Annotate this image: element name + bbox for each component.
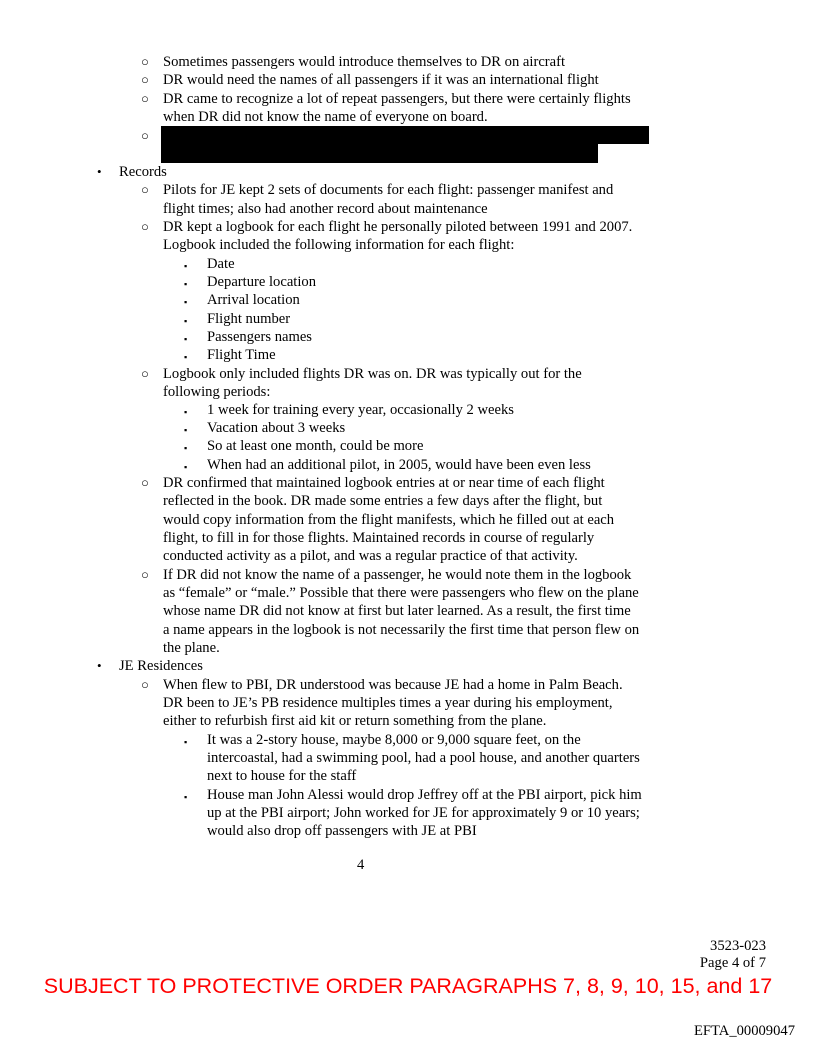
residences-sub-1-line-1: It was a 2-story house, maybe 8,000 or 9,000 square feet, on the <box>207 732 581 748</box>
passenger-item-2: DR would need the names of all passengers if it was an international flight <box>163 72 599 88</box>
redaction-block <box>161 126 649 144</box>
open-circle-icon: ○ <box>141 182 149 197</box>
open-circle-icon: ○ <box>141 366 149 381</box>
logbook-field: Arrival location <box>207 292 300 308</box>
residences-item-1-line-3: either to refurbish first aid kit or return something from the plane. <box>163 713 547 729</box>
period-item: So at least one month, could be more <box>207 438 424 454</box>
passenger-item-3-line-1: DR came to recognize a lot of repeat passengers, but there were certainly flights <box>163 91 631 107</box>
open-circle-icon: ○ <box>141 567 149 582</box>
square-bullet-icon: ▪ <box>184 462 188 472</box>
passenger-item-3-line-2: when DR did not know the name of everyone on board. <box>163 109 488 125</box>
square-bullet-icon: ▪ <box>184 792 188 802</box>
residences-sub-2-line-2: up at the PBI airport; John worked for JE for approximately 9 or 10 years; <box>207 805 640 821</box>
page-of-count: Page 4 of 7 <box>699 955 766 971</box>
records-item-4-line-4: flight, to fill in for those flights. Maintained records in course of regularly <box>163 530 595 546</box>
protective-order-notice: SUBJECT TO PROTECTIVE ORDER PARAGRAPHS 7, 8, 9, 10, 15, and 17 <box>43 974 773 998</box>
square-bullet-icon: ▪ <box>184 279 188 289</box>
residences-sub-2-line-1: House man John Alessi would drop Jeffrey off at the PBI airport, pick him <box>207 787 642 803</box>
records-item-5-line-5: the plane. <box>163 640 220 656</box>
records-item-5-line-4: a name appears in the logbook is not necessarily the first time that person flew on <box>163 622 640 638</box>
residences-heading: JE Residences <box>119 658 203 674</box>
bates-number: EFTA_00009047 <box>694 1023 795 1039</box>
records-item-1-line-1: Pilots for JE kept 2 sets of documents for each flight: passenger manifest and <box>163 182 614 198</box>
square-bullet-icon: ▪ <box>184 297 188 307</box>
passenger-item-1: Sometimes passengers would introduce themselves to DR on aircraft <box>163 54 566 70</box>
residences-sub-2-line-3: would also drop off passengers with JE at PBI <box>207 823 477 839</box>
records-item-1-line-2: flight times; also had another record about maintenance <box>163 201 488 217</box>
records-item-5-line-1: If DR did not know the name of a passenger, he would note them in the logbook <box>163 567 632 583</box>
logbook-field: Flight number <box>207 311 291 327</box>
open-circle-icon: ○ <box>141 475 149 490</box>
records-item-5-line-3: whose name DR did not know at first but later learned. As a result, the first time <box>163 603 631 619</box>
open-circle-icon: ○ <box>141 677 149 692</box>
logbook-field: Passengers names <box>207 329 312 345</box>
records-item-4-line-2: reflected in the book. DR made some entries a few days after the flight, but <box>163 493 603 509</box>
residences-sub-1-line-2: intercoastal, had a swimming pool, had a pool house, and another quarters <box>207 750 640 766</box>
period-item: When had an additional pilot, in 2005, would have been even less <box>207 457 591 473</box>
logbook-field: Date <box>207 256 235 272</box>
square-bullet-icon: ▪ <box>184 443 188 453</box>
square-bullet-icon: ▪ <box>184 316 188 326</box>
open-circle-icon: ○ <box>141 128 149 143</box>
bullet-icon: • <box>97 164 102 179</box>
square-bullet-icon: ▪ <box>184 261 188 271</box>
redaction-block <box>161 144 598 163</box>
open-circle-icon: ○ <box>141 219 149 234</box>
records-item-5-line-2: as “female” or “male.” Possible that there were passengers who flew on the plane <box>163 585 639 601</box>
records-item-2-line-1: DR kept a logbook for each flight he personally piloted between 1991 and 2007. <box>163 219 633 235</box>
square-bullet-icon: ▪ <box>184 407 188 417</box>
period-item: 1 week for training every year, occasionally 2 weeks <box>207 402 514 418</box>
residences-sub-1-line-3: next to house for the staff <box>207 768 357 784</box>
records-item-3-line-2: following periods: <box>163 384 271 400</box>
logbook-field: Departure location <box>207 274 316 290</box>
records-item-4-line-3: would copy information from the flight manifests, which he filled out at each <box>163 512 615 528</box>
square-bullet-icon: ▪ <box>184 334 188 344</box>
document-id: 3523-023 <box>710 938 766 954</box>
square-bullet-icon: ▪ <box>184 425 188 435</box>
square-bullet-icon: ▪ <box>184 352 188 362</box>
open-circle-icon: ○ <box>141 72 149 87</box>
records-item-3-line-1: Logbook only included flights DR was on. DR was typically out for the <box>163 366 582 382</box>
records-heading: Records <box>119 164 167 180</box>
records-item-2-line-2: Logbook included the following information for each flight: <box>163 237 515 253</box>
period-item: Vacation about 3 weeks <box>207 420 346 436</box>
page-number: 4 <box>357 857 365 873</box>
residences-item-1-line-2: DR been to JE’s PB residence multiples times a year during his employment, <box>163 695 613 711</box>
square-bullet-icon: ▪ <box>184 737 188 747</box>
open-circle-icon: ○ <box>141 54 149 69</box>
records-item-4-line-1: DR confirmed that maintained logbook entries at or near time of each flight <box>163 475 605 491</box>
records-item-4-line-5: conducted activity as a pilot, and was a regular practice of that activity. <box>163 548 578 564</box>
logbook-field: Flight Time <box>207 347 276 363</box>
bullet-icon: • <box>97 658 102 673</box>
open-circle-icon: ○ <box>141 91 149 106</box>
residences-item-1-line-1: When flew to PBI, DR understood was because JE had a home in Palm Beach. <box>163 677 623 693</box>
